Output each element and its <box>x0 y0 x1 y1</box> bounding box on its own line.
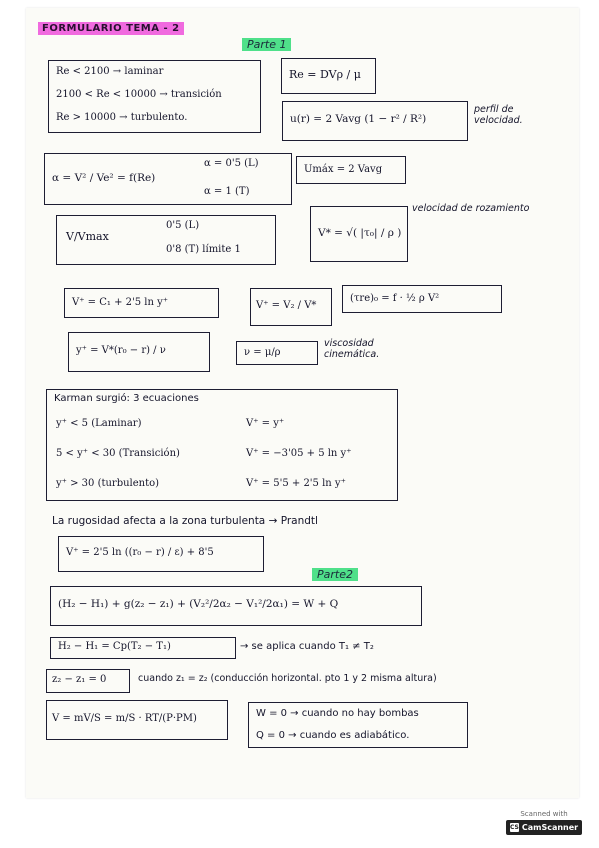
nu-note: viscosidad cinemática. <box>324 338 380 360</box>
reynolds-laminar: Re < 2100 → laminar <box>56 66 164 77</box>
vplus-log: V⁺ = C₁ + 2'5 ln y⁺ <box>72 297 169 308</box>
z-note: cuando z₁ = z₂ (conducción horizontal. pto 1 y 2 misma altura) <box>138 673 437 684</box>
tau-re: (τre)₀ = f · ½ ρ V² <box>350 293 440 304</box>
w-note: W = 0 → cuando no hay bombas <box>256 708 419 719</box>
page-title: FORMULARIO TEMA - 2 <box>38 22 184 35</box>
alpha-formula: α = V² / Ve² = f(Re) <box>52 172 156 184</box>
notebook-page <box>26 8 579 798</box>
rugosity-statement: La rugosidad afecta a la zona turbulenta → Prandtl <box>52 515 318 527</box>
vvmax-laminar: 0'5 (L) <box>166 220 200 231</box>
alpha-turbulent: α = 1 (T) <box>204 186 250 197</box>
scanner-watermark <box>506 810 582 835</box>
energy-equation: (H₂ − H₁) + g(z₂ − z₁) + (V₂²/2α₂ − V₁²/2α₁) = W + Q <box>58 598 339 610</box>
reynolds-transition: 2100 < Re < 10000 → transición <box>56 89 222 100</box>
velocity-mass-formula: V = mV/S = m/S · RT/(P·PM) <box>52 713 197 724</box>
prandtl-formula: V⁺ = 2'5 ln ((r₀ − r) / ε) + 8'5 <box>66 547 214 558</box>
vvmax-turbulent: 0'8 (T) límite 1 <box>166 244 241 255</box>
yplus: y⁺ = V*(r₀ − r) / ν <box>76 345 166 356</box>
camscanner-logo-icon: CS <box>510 824 519 831</box>
scanned-with-text: Scanned with <box>520 810 568 818</box>
karman-row-2-equation: V⁺ = −3'05 + 5 ln y⁺ <box>246 448 352 459</box>
section-parte-2: Parte2 <box>312 568 358 581</box>
velocity-profile: u(r) = 2 Vavg (1 − r² / R²) <box>290 113 427 125</box>
enthalpy-note: → se aplica cuando T₁ ≠ T₂ <box>240 641 374 652</box>
enthalpy-formula: H₂ − H₁ = Cp(T₂ − T₁) <box>58 641 171 652</box>
karman-row-3-equation: V⁺ = 5'5 + 2'5 ln y⁺ <box>246 478 346 489</box>
karman-title: Karman surgió: 3 ecuaciones <box>54 393 199 404</box>
velocity-profile-note: perfil de velocidad. <box>474 104 523 126</box>
karman-row-2-condition: 5 < y⁺ < 30 (Transición) <box>56 448 180 459</box>
nu-formula: ν = μ/ρ <box>244 347 281 358</box>
re-formula: Re = DVρ / μ <box>289 68 361 81</box>
reynolds-turbulent: Re > 10000 → turbulento. <box>56 112 188 123</box>
vvmax-label: V/Vmax <box>66 230 109 243</box>
alpha-laminar: α = 0'5 (L) <box>204 158 259 169</box>
camscanner-badge <box>506 820 582 835</box>
friction-velocity: V* = √( |τ₀| / ρ ) <box>318 227 402 239</box>
camscanner-label: CamScanner <box>521 823 579 832</box>
friction-velocity-note: velocidad de rozamiento <box>412 203 530 214</box>
z-eq: z₂ − z₁ = 0 <box>52 674 107 685</box>
karman-row-3-condition: y⁺ > 30 (turbulento) <box>56 478 160 489</box>
karman-row-1-condition: y⁺ < 5 (Laminar) <box>56 418 142 429</box>
karman-row-1-equation: V⁺ = y⁺ <box>246 418 285 429</box>
q-note: Q = 0 → cuando es adiabático. <box>256 730 410 741</box>
section-parte-1: Parte 1 <box>242 38 291 51</box>
umax-formula: Umáx = 2 Vavg <box>304 164 383 175</box>
vplus-ratio: V⁺ = V₂ / V* <box>256 300 317 311</box>
